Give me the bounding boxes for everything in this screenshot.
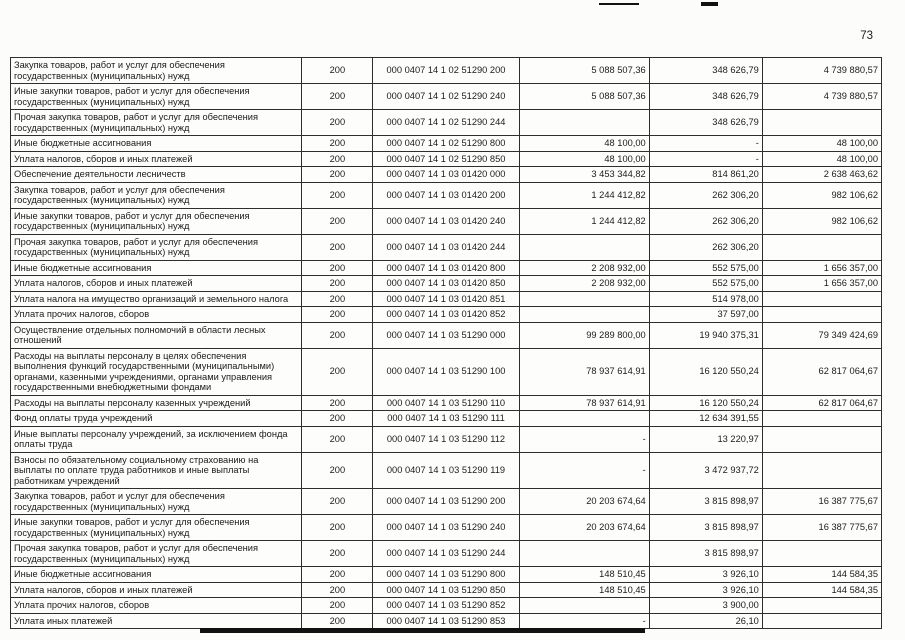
row-remaining-cell: 62 817 064,67 [762, 395, 881, 411]
row-name-cell: Расходы на выплаты персоналу казенных учреждений [11, 395, 302, 411]
row-remaining-cell: 1 656 357,00 [762, 260, 881, 276]
row-executed-cell: 3 926,10 [649, 567, 762, 583]
row-executed-cell: 262 306,20 [649, 234, 762, 260]
row-remaining-cell: 48 100,00 [762, 136, 881, 152]
scan-artifact-top-dash [701, 2, 718, 6]
row-remaining-cell [762, 110, 881, 136]
table-row [11, 208, 882, 234]
row-name-cell: Закупка товаров, работ и услуг для обеспечения государственных (муниципальных) нужд [11, 182, 302, 208]
row-remaining-cell: 1 656 357,00 [762, 276, 881, 292]
row-approved-cell [519, 411, 649, 427]
row-code-cell: 200 [302, 541, 373, 567]
row-executed-cell: 37 597,00 [649, 307, 762, 323]
row-name-cell: Расходы на выплаты персоналу в целях обеспечения выполнения функций государственными (муниципальными) органами, казенными учреждениями, органами управления государственными внебюджетными фондами [11, 348, 302, 395]
row-name-cell: Закупка товаров, работ и услуг для обеспечения государственных (муниципальных) нужд [11, 489, 302, 515]
row-approved-cell: 5 088 507,36 [519, 84, 649, 110]
row-executed-cell: 814 861,20 [649, 167, 762, 183]
row-approved-cell: - [519, 426, 649, 452]
row-remaining-cell [762, 452, 881, 489]
row-approved-cell: - [519, 613, 649, 629]
row-code-cell: 200 [302, 582, 373, 598]
table-row [11, 84, 882, 110]
row-executed-cell: 16 120 550,24 [649, 348, 762, 395]
table-row [11, 260, 882, 276]
table-row [11, 291, 882, 307]
row-approved-cell: 5 088 507,36 [519, 58, 649, 84]
row-name-cell: Осуществление отдельных полномочий в области лесных отношений [11, 322, 302, 348]
row-code-cell: 200 [302, 348, 373, 395]
row-executed-cell: 26,10 [649, 613, 762, 629]
row-name-cell: Уплата прочих налогов, сборов [11, 307, 302, 323]
row-code-cell: 200 [302, 260, 373, 276]
row-name-cell: Иные закупки товаров, работ и услуг для обеспечения государственных (муниципальных) нужд [11, 84, 302, 110]
row-kbk-cell: 000 0407 14 1 03 51290 850 [373, 582, 519, 598]
table-row [11, 613, 882, 629]
row-kbk-cell: 000 0407 14 1 03 51290 119 [373, 452, 519, 489]
row-executed-cell: 19 940 375,31 [649, 322, 762, 348]
row-name-cell: Иные закупки товаров, работ и услуг для обеспечения государственных (муниципальных) нужд [11, 208, 302, 234]
row-remaining-cell: 62 817 064,67 [762, 348, 881, 395]
row-executed-cell: 3 472 937,72 [649, 452, 762, 489]
table-row [11, 411, 882, 427]
row-kbk-cell: 000 0407 14 1 03 01420 851 [373, 291, 519, 307]
row-code-cell: 200 [302, 84, 373, 110]
table-row [11, 276, 882, 292]
row-executed-cell: 3 815 898,97 [649, 515, 762, 541]
row-code-cell: 200 [302, 515, 373, 541]
table-row [11, 307, 882, 323]
row-approved-cell: 148 510,45 [519, 582, 649, 598]
row-kbk-cell: 000 0407 14 1 03 51290 200 [373, 489, 519, 515]
row-kbk-cell: 000 0407 14 1 03 51290 112 [373, 426, 519, 452]
row-name-cell: Уплата налогов, сборов и иных платежей [11, 151, 302, 167]
row-approved-cell: 99 289 800,00 [519, 322, 649, 348]
row-kbk-cell: 000 0407 14 1 03 51290 240 [373, 515, 519, 541]
row-name-cell: Уплата прочих налогов, сборов [11, 598, 302, 614]
row-executed-cell: 3 815 898,97 [649, 489, 762, 515]
row-executed-cell: 348 626,79 [649, 110, 762, 136]
row-kbk-cell: 000 0407 14 1 03 51290 100 [373, 348, 519, 395]
row-kbk-cell: 000 0407 14 1 03 01420 240 [373, 208, 519, 234]
row-approved-cell: 48 100,00 [519, 136, 649, 152]
row-remaining-cell [762, 307, 881, 323]
row-kbk-cell: 000 0407 14 1 03 51290 800 [373, 567, 519, 583]
row-code-cell: 200 [302, 276, 373, 292]
budget-table [10, 57, 882, 629]
row-code-cell: 200 [302, 322, 373, 348]
row-code-cell: 200 [302, 167, 373, 183]
row-kbk-cell: 000 0407 14 1 02 51290 240 [373, 84, 519, 110]
row-executed-cell: 16 120 550,24 [649, 395, 762, 411]
row-kbk-cell: 000 0407 14 1 03 01420 244 [373, 234, 519, 260]
row-name-cell: Иные бюджетные ассигнования [11, 260, 302, 276]
row-kbk-cell: 000 0407 14 1 03 51290 852 [373, 598, 519, 614]
row-approved-cell [519, 110, 649, 136]
row-code-cell: 200 [302, 291, 373, 307]
row-code-cell: 200 [302, 151, 373, 167]
row-name-cell: Иные бюджетные ассигнования [11, 567, 302, 583]
row-approved-cell: 20 203 674,64 [519, 515, 649, 541]
table-row [11, 58, 882, 84]
row-name-cell: Иные закупки товаров, работ и услуг для обеспечения государственных (муниципальных) нужд [11, 515, 302, 541]
row-kbk-cell: 000 0407 14 1 03 01420 800 [373, 260, 519, 276]
row-approved-cell: 20 203 674,64 [519, 489, 649, 515]
row-code-cell: 200 [302, 567, 373, 583]
row-name-cell: Уплата иных платежей [11, 613, 302, 629]
row-remaining-cell: 16 387 775,67 [762, 489, 881, 515]
row-code-cell: 200 [302, 208, 373, 234]
row-executed-cell: 3 900,00 [649, 598, 762, 614]
row-remaining-cell [762, 234, 881, 260]
row-approved-cell: 2 208 932,00 [519, 276, 649, 292]
table-row [11, 322, 882, 348]
table-row [11, 489, 882, 515]
row-approved-cell: 3 453 344,82 [519, 167, 649, 183]
row-remaining-cell: 144 584,35 [762, 567, 881, 583]
row-executed-cell: 3 815 898,97 [649, 541, 762, 567]
row-remaining-cell: 2 638 463,62 [762, 167, 881, 183]
row-remaining-cell [762, 426, 881, 452]
row-kbk-cell: 000 0407 14 1 02 51290 200 [373, 58, 519, 84]
table-row [11, 452, 882, 489]
row-remaining-cell: 4 739 880,57 [762, 58, 881, 84]
row-approved-cell: 78 937 614,91 [519, 395, 649, 411]
row-executed-cell: 348 626,79 [649, 84, 762, 110]
row-name-cell: Прочая закупка товаров, работ и услуг для обеспечения государственных (муниципальных) нужд [11, 110, 302, 136]
row-code-cell: 200 [302, 426, 373, 452]
row-executed-cell: 13 220,97 [649, 426, 762, 452]
row-executed-cell: 552 575,00 [649, 260, 762, 276]
row-approved-cell [519, 291, 649, 307]
budget-table-body [11, 58, 882, 629]
table-row [11, 567, 882, 583]
row-approved-cell: 148 510,45 [519, 567, 649, 583]
table-row [11, 582, 882, 598]
row-remaining-cell [762, 613, 881, 629]
row-name-cell: Обеспечение деятельности лесничеств [11, 167, 302, 183]
row-executed-cell: - [649, 151, 762, 167]
row-name-cell: Уплата налогов, сборов и иных платежей [11, 582, 302, 598]
row-kbk-cell: 000 0407 14 1 03 01420 852 [373, 307, 519, 323]
row-remaining-cell: 16 387 775,67 [762, 515, 881, 541]
row-kbk-cell: 000 0407 14 1 03 51290 110 [373, 395, 519, 411]
row-approved-cell: - [519, 452, 649, 489]
row-remaining-cell [762, 541, 881, 567]
table-row [11, 395, 882, 411]
row-remaining-cell: 48 100,00 [762, 151, 881, 167]
row-remaining-cell: 982 106,62 [762, 208, 881, 234]
row-kbk-cell: 000 0407 14 1 03 51290 000 [373, 322, 519, 348]
row-approved-cell [519, 598, 649, 614]
row-code-cell: 200 [302, 307, 373, 323]
table-row [11, 348, 882, 395]
row-name-cell: Фонд оплаты труда учреждений [11, 411, 302, 427]
table-row [11, 136, 882, 152]
row-approved-cell: 1 244 412,82 [519, 182, 649, 208]
row-approved-cell: 78 937 614,91 [519, 348, 649, 395]
row-remaining-cell: 144 584,35 [762, 582, 881, 598]
row-name-cell: Прочая закупка товаров, работ и услуг для обеспечения государственных (муниципальных) нужд [11, 234, 302, 260]
table-row [11, 151, 882, 167]
table-row [11, 182, 882, 208]
row-remaining-cell: 79 349 424,69 [762, 322, 881, 348]
row-code-cell: 200 [302, 411, 373, 427]
row-remaining-cell [762, 598, 881, 614]
row-kbk-cell: 000 0407 14 1 02 51290 850 [373, 151, 519, 167]
row-approved-cell: 48 100,00 [519, 151, 649, 167]
table-row [11, 234, 882, 260]
row-remaining-cell: 982 106,62 [762, 182, 881, 208]
row-kbk-cell: 000 0407 14 1 03 51290 111 [373, 411, 519, 427]
row-executed-cell: 262 306,20 [649, 182, 762, 208]
row-code-cell: 200 [302, 598, 373, 614]
row-code-cell: 200 [302, 489, 373, 515]
scan-artifact-top-line [599, 3, 639, 5]
row-executed-cell: 348 626,79 [649, 58, 762, 84]
row-code-cell: 200 [302, 234, 373, 260]
row-executed-cell: 262 306,20 [649, 208, 762, 234]
row-executed-cell: - [649, 136, 762, 152]
row-name-cell: Уплата налогов, сборов и иных платежей [11, 276, 302, 292]
row-name-cell: Иные выплаты персоналу учреждений, за исключением фонда оплаты труда [11, 426, 302, 452]
row-remaining-cell [762, 411, 881, 427]
row-approved-cell [519, 541, 649, 567]
table-row [11, 598, 882, 614]
row-approved-cell: 1 244 412,82 [519, 208, 649, 234]
row-code-cell: 200 [302, 613, 373, 629]
row-kbk-cell: 000 0407 14 1 03 01420 850 [373, 276, 519, 292]
table-row [11, 110, 882, 136]
table-row [11, 541, 882, 567]
row-code-cell: 200 [302, 452, 373, 489]
row-approved-cell [519, 307, 649, 323]
row-kbk-cell: 000 0407 14 1 02 51290 800 [373, 136, 519, 152]
row-approved-cell [519, 234, 649, 260]
row-code-cell: 200 [302, 110, 373, 136]
row-code-cell: 200 [302, 58, 373, 84]
row-remaining-cell: 4 739 880,57 [762, 84, 881, 110]
row-kbk-cell: 000 0407 14 1 03 01420 200 [373, 182, 519, 208]
row-remaining-cell [762, 291, 881, 307]
row-kbk-cell: 000 0407 14 1 03 01420 000 [373, 167, 519, 183]
row-executed-cell: 3 926,10 [649, 582, 762, 598]
row-name-cell: Иные бюджетные ассигнования [11, 136, 302, 152]
row-kbk-cell: 000 0407 14 1 03 51290 244 [373, 541, 519, 567]
row-code-cell: 200 [302, 182, 373, 208]
row-executed-cell: 552 575,00 [649, 276, 762, 292]
row-code-cell: 200 [302, 136, 373, 152]
row-name-cell: Уплата налога на имущество организаций и земельного налога [11, 291, 302, 307]
scan-artifact-bottom-bar [200, 628, 645, 633]
row-executed-cell: 514 978,00 [649, 291, 762, 307]
row-executed-cell: 12 634 391,55 [649, 411, 762, 427]
row-kbk-cell: 000 0407 14 1 02 51290 244 [373, 110, 519, 136]
page-number: 73 [860, 30, 873, 42]
row-approved-cell: 2 208 932,00 [519, 260, 649, 276]
table-row [11, 426, 882, 452]
table-row [11, 167, 882, 183]
row-name-cell: Взносы по обязательному социальному страхованию на выплаты по оплате труда работников и иные выплаты работникам учреждений [11, 452, 302, 489]
row-code-cell: 200 [302, 395, 373, 411]
table-row [11, 515, 882, 541]
row-name-cell: Закупка товаров, работ и услуг для обеспечения государственных (муниципальных) нужд [11, 58, 302, 84]
row-kbk-cell: 000 0407 14 1 03 51290 853 [373, 613, 519, 629]
row-name-cell: Прочая закупка товаров, работ и услуг для обеспечения государственных (муниципальных) нужд [11, 541, 302, 567]
